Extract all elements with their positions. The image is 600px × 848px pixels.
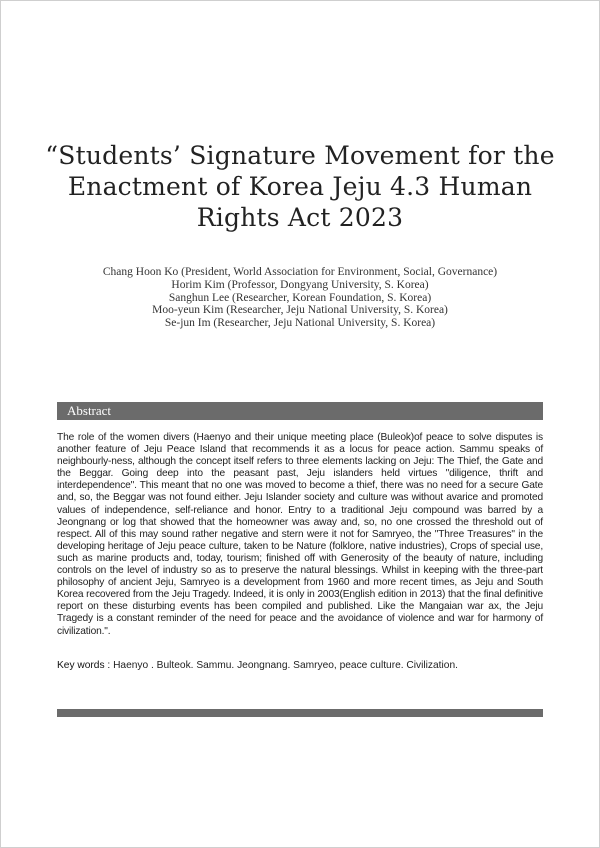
title-line: Rights Act 2023 [196, 203, 404, 232]
title-line: Enactment of Korea Jeju 4.3 Human [67, 172, 533, 201]
author-list [40, 266, 560, 330]
author-line: Chang Hoon Ko (President, World Association for Environment, Social, Governance) [102, 266, 498, 278]
title-line: “Students’ Signature Movement for the [45, 141, 555, 170]
author-line: Sanghun Lee (Researcher, Korean Foundation, S. Korea) [168, 291, 432, 304]
keywords-text: Haenyo . Bulteok. Sammu. Jeongnang. Samryeo, peace culture. Civilization. [113, 660, 458, 671]
bottom-divider-bar [57, 709, 543, 717]
paper-title [40, 140, 560, 233]
keywords [57, 660, 543, 672]
abstract-body: The role of the women divers (Haenyo and their unique meeting place (Buleok)of peace to solve disputes is another feature of Jeju Peace Island that recommends it as a locus for peace action. Sammu speaks of neighbourly-ness, although the concept itself refers to three elements lacking on Jeju: The Thief, the Gate and the Beggar. Going deep into the peasant past, Jeju islanders held virtues "diligence, thrift and interdependence". This meant that no one was moved to become a thief, there was no need for a secure Gate and, so, the Beggar was not found either. Jeju Islander society and culture was without avarice and promoted values of independence, self-reliance and honor. Entry to a traditional Jeju compound was barred by a Jeongnang or log that showed that the homeowner was away and, so, no one crossed the threshold out of respect. All of this may sound rather negative and stern were it not for Samryeo, the "Three Treasures" in the developing heritage of Jeju peace culture, taken to be Nature (folklore, native industries), Crops of special use, such as marine products and, today, tourism; finished off with Generosity of the beauty of nature, including controls on the level of industry so as to preserve the natural blessings. Whilst in keeping with the three-part philosophy of ancient Jeju, Samryeo is a development from 1960 and more recent times, as Jeju and South Korea recovered from the Jeju Tragedy. Indeed, it is only in 2003(English edition in 2013) that the final definitive report on these disturbing events has been compiled and published. Like the Mangaian war ax, the Jeju Tragedy is a constant reminder of the need for peace and the avoidance of violence and war for harmony of civilization.". [57, 432, 543, 637]
author-line: Moo-yeun Kim (Researcher, Jeju National University, S. Korea) [152, 304, 448, 317]
keywords-label: Key words : [57, 660, 111, 671]
abstract-heading: Abstract [67, 403, 112, 418]
author-line: Horim Kim (Professor, Dongyang University, S. Korea) [171, 278, 429, 291]
abstract-header-bar [57, 402, 543, 420]
author-line: Se-jun Im (Researcher, Jeju National University, S. Korea) [164, 317, 436, 330]
